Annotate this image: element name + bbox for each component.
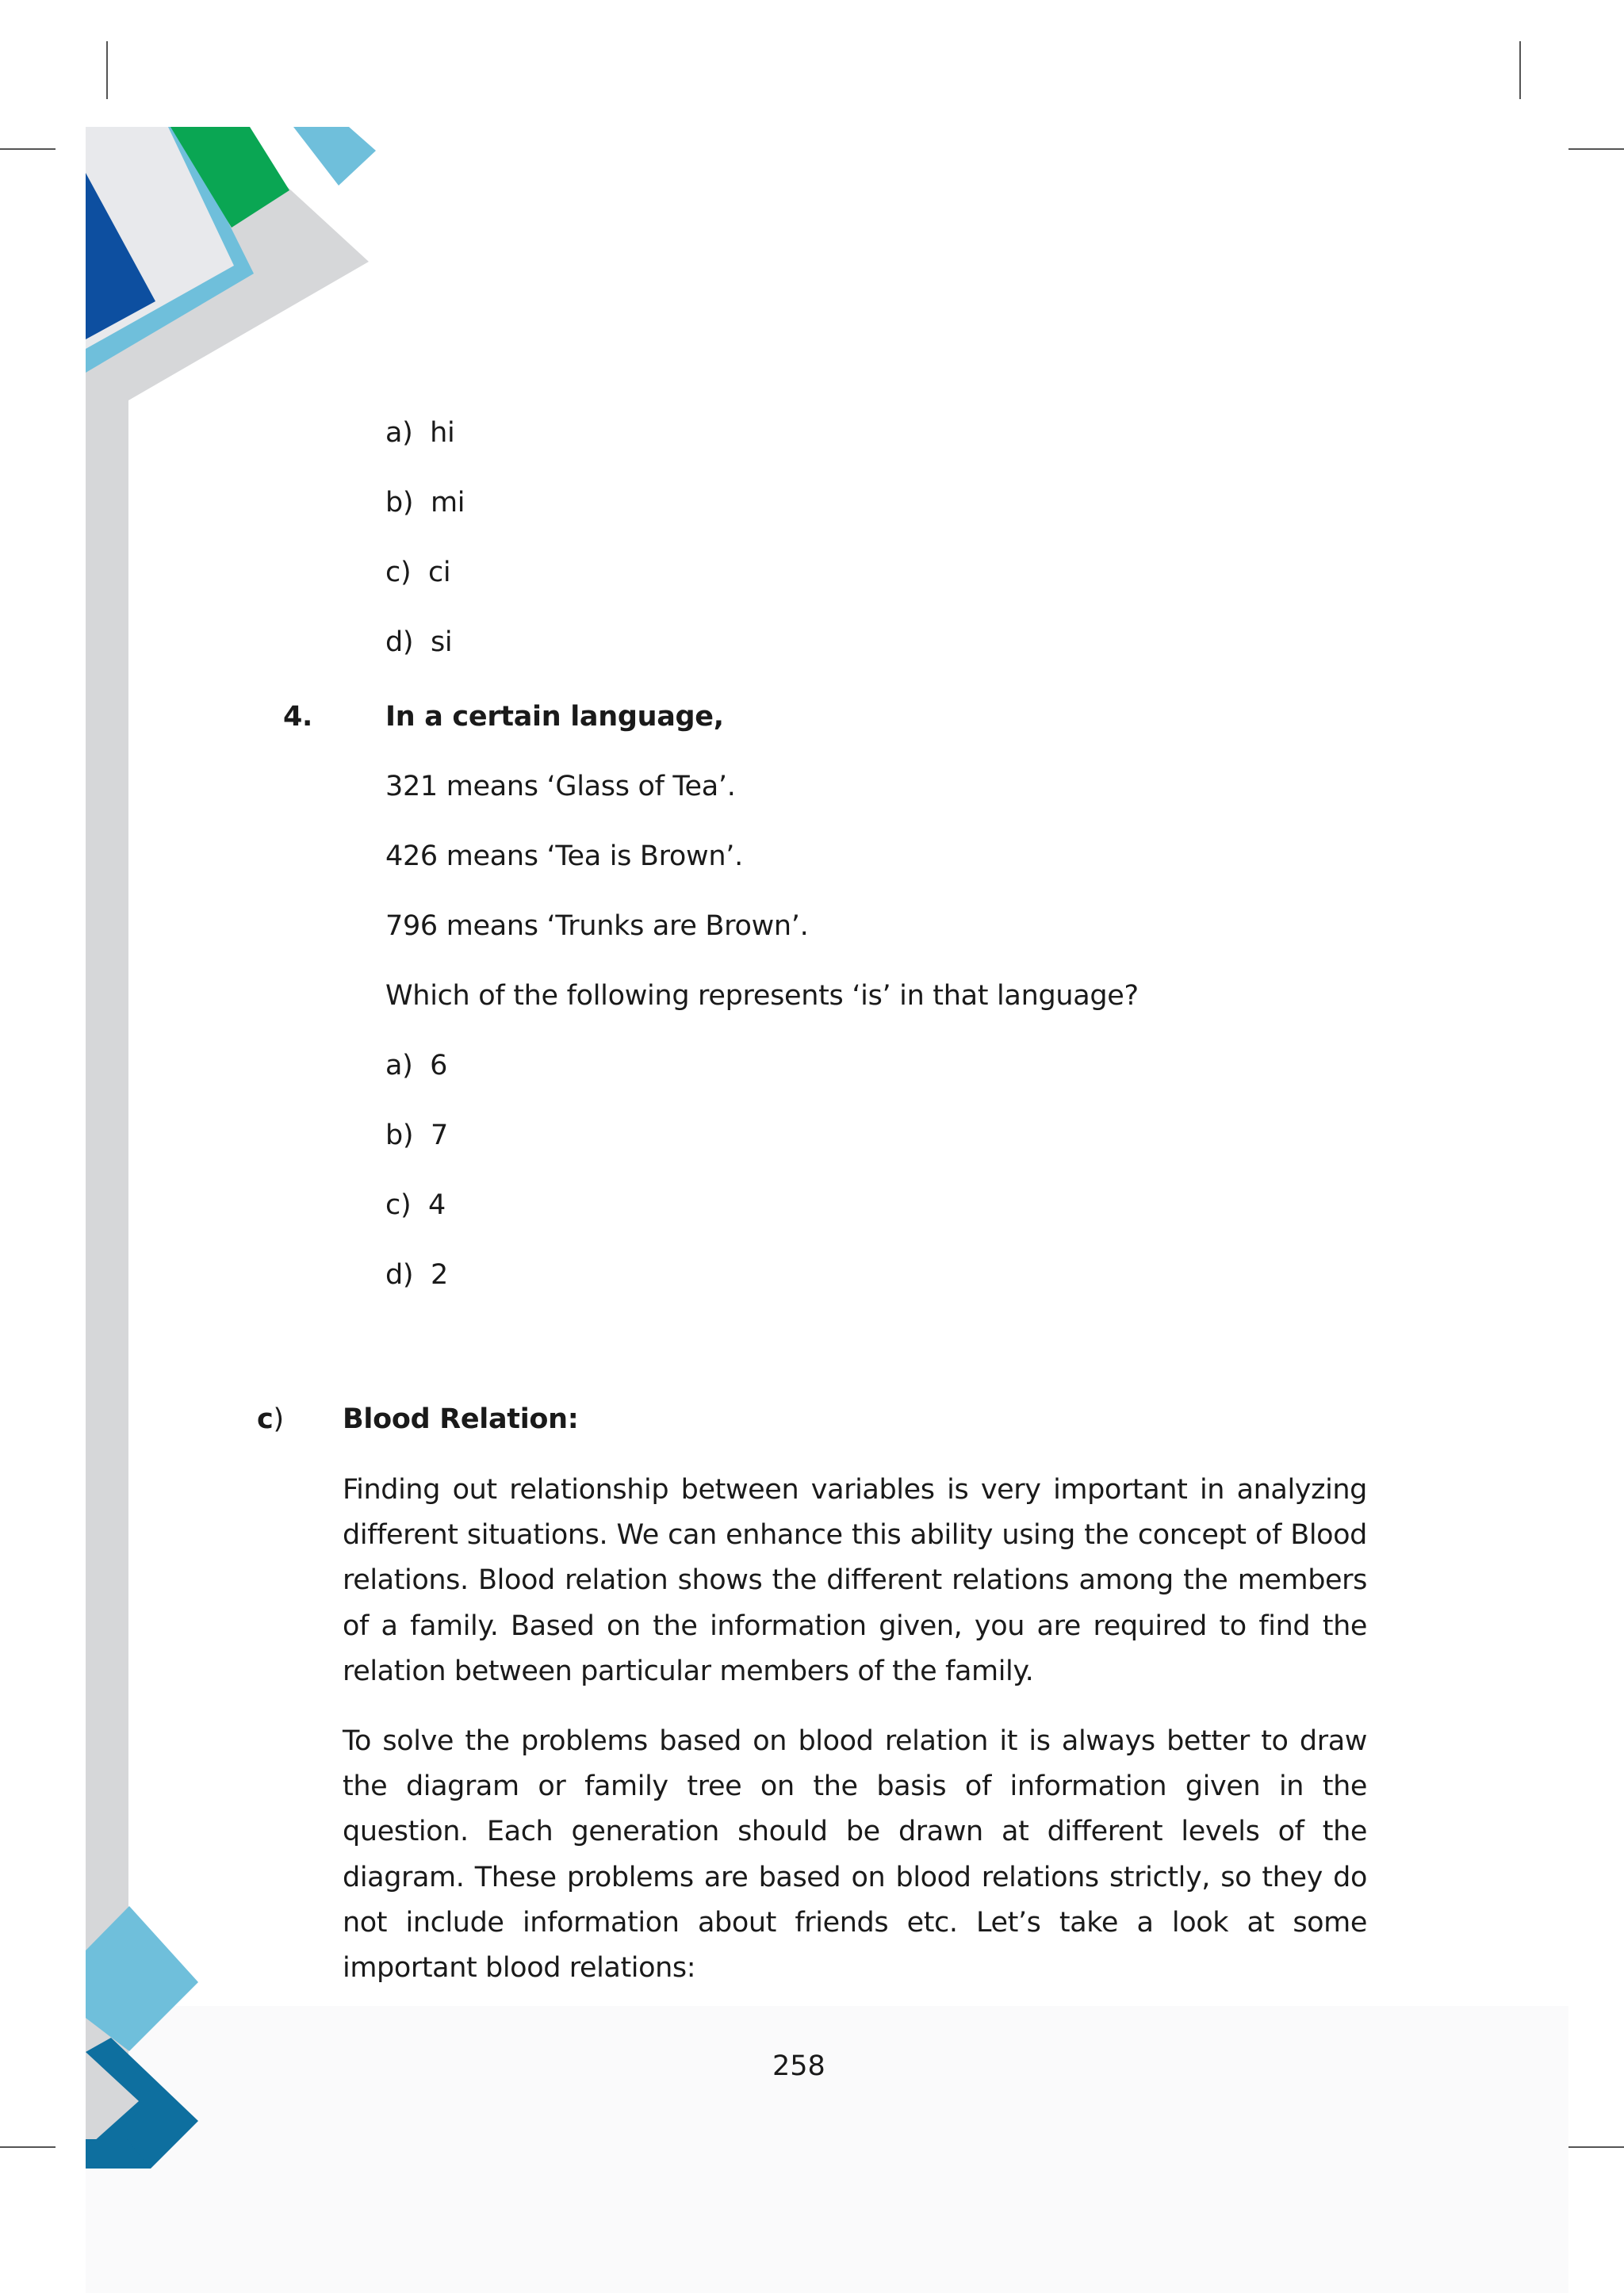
- q4-option-c: c) 4: [385, 1189, 446, 1221]
- top-left-shapes: [86, 127, 376, 400]
- paragraph-2: To solve the problems based on blood relation it is always better to draw the diagram or family tree on the basis of information given in the question. Each generation should be drawn at different levels of the diagram. These problems are based on blood relations strictly, so they do not include information about friends etc. Let’s take a look at some important blood relations:: [343, 1725, 1367, 1985]
- section-title: Blood Relation:: [343, 1403, 579, 1435]
- q4-option-a: a) 6: [385, 1050, 448, 1081]
- q3-option-a: a) hi: [385, 417, 455, 449]
- q4-line-3: 796 means ‘Trunks are Brown’.: [385, 910, 809, 942]
- q3-option-b: b) mi: [385, 487, 465, 519]
- page-number: 258: [772, 2050, 825, 2082]
- q4-option-d: d) 2: [385, 1259, 448, 1291]
- bottom-panel: [86, 2006, 1568, 2293]
- q4-title: In a certain language,: [385, 701, 724, 733]
- q3-option-c: c) ci: [385, 557, 451, 588]
- q3-option-d: d) si: [385, 626, 453, 658]
- q4-number: 4.: [283, 701, 313, 733]
- q4-line-2: 426 means ‘Tea is Brown’.: [385, 840, 743, 872]
- section-label: c): [257, 1403, 284, 1435]
- q4-line-1: 321 means ‘Glass of Tea’.: [385, 771, 736, 802]
- left-margin-band: [86, 357, 128, 2165]
- q4-option-b: b) 7: [385, 1120, 448, 1151]
- q4-question: Which of the following represents ‘is’ in that language?: [385, 980, 1139, 1012]
- paragraph-1: Finding out relationship between variables is very important in analyzing different situations. We can enhance this ability using the concept of Blood relations. Blood relation shows the different relations among the members of a family. Based on the information given, you are required to find the relation between particular members of the family.: [343, 1474, 1367, 1687]
